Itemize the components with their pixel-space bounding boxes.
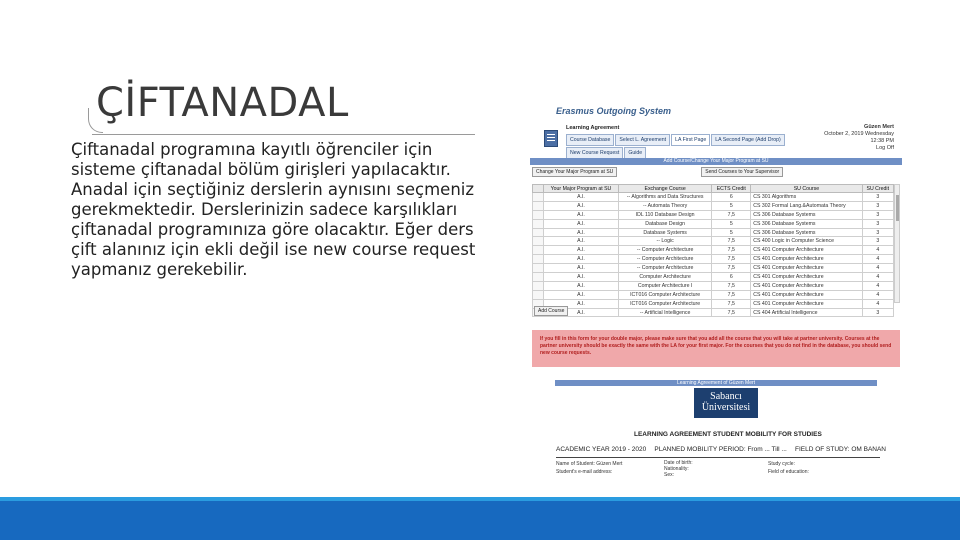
document-divider [556, 457, 880, 458]
col-su-credit: SU Credit [862, 185, 893, 193]
nav-la-first-page[interactable]: LA First Page [671, 134, 710, 146]
table-row[interactable] [533, 193, 894, 202]
cell-su-course: CS 401 Computer Architecture [751, 255, 862, 264]
cell-exchange-course: -- Computer Architecture [618, 264, 711, 273]
cell-exchange-course: IDL 110 Database Design [618, 210, 711, 219]
field-student-name: Name of Student: Güzen Mert [556, 461, 623, 467]
cell-su-credit: 4 [862, 290, 893, 299]
cell-su-course: CS 401 Computer Architecture [751, 273, 862, 282]
course-table [532, 184, 894, 317]
cell-major-program: A.I. [544, 201, 619, 210]
table-row[interactable] [533, 255, 894, 264]
cell-su-course: CS 306 Database Systems [751, 228, 862, 237]
table-row[interactable] [533, 264, 894, 273]
cell-su-credit: 3 [862, 193, 893, 202]
cell-major-program: A.I. [544, 237, 619, 246]
slide-body-text: Çiftanadal programına kayıtlı öğrenciler için sisteme çiftanadal bölüm girişleri yapılacaktır. Anadal için seçtiğiniz derslerin aynısını seçmeniz gerekmektedir. Derslerinizin sadece karşılıkları çiftanadal programınıza göre olacaktır. Eğer ders çift alanınız için ekli değil ise new course request yapmanız gerekebilir. [71, 140, 476, 279]
add-course-header-bar: Add Course/Change Your Major Program at SU [530, 158, 902, 165]
field-nationality: Nationality: [664, 466, 689, 472]
cell-ects-credit: 7,5 [712, 246, 751, 255]
nav-la-second-page[interactable]: LA Second Page (Add Drop) [711, 134, 784, 146]
field-date-of-birth: Date of birth: [664, 460, 693, 466]
cell-ects-credit: 5 [712, 219, 751, 228]
logo-line-1: Sabancı [710, 391, 742, 402]
cell-major-program: A.I. [544, 219, 619, 228]
table-row[interactable] [533, 228, 894, 237]
table-row[interactable] [533, 210, 894, 219]
cell-ects-credit: 7,5 [712, 210, 751, 219]
cell-exchange-course: -- Computer Architecture [618, 246, 711, 255]
cell-su-credit: 4 [862, 255, 893, 264]
cell-major-program: A.I. [544, 210, 619, 219]
cell-exchange-course: -- Logic [618, 237, 711, 246]
cell-su-course: CS 306 Database Systems [751, 219, 862, 228]
cell-major-program: A.I. [544, 273, 619, 282]
title-rule [92, 134, 475, 135]
cell-su-course: CS 401 Computer Architecture [751, 290, 862, 299]
row-select-checkbox[interactable] [533, 290, 544, 299]
field-of-study: FIELD OF STUDY: OM BANAN [794, 446, 886, 453]
cell-su-course: CS 301 Algorithms [751, 193, 862, 202]
table-row[interactable] [533, 246, 894, 255]
system-title: Erasmus Outgoing System [556, 106, 672, 116]
change-major-button[interactable]: Change Your Major Program at SU [532, 167, 617, 177]
col-exchange-course: Exchange Course [618, 185, 711, 193]
cell-major-program: A.I. [544, 255, 619, 264]
logoff-link[interactable]: Log Off [876, 145, 894, 151]
learning-agreement-bar: Learning Agreement of Güzen Mert [555, 380, 877, 386]
cell-su-credit: 3 [862, 308, 893, 317]
field-education: Field of education: [768, 469, 809, 475]
double-major-warning: If you fill in this form for your double major, please make sure that you add all the course that you will take at partner university. Courses at the partner university should be exactly the same with the LA for your first major. For the courses that you do not find in the database, you should send new course requests. [532, 330, 900, 367]
cell-ects-credit: 7,5 [712, 290, 751, 299]
logo-line-2: Üniversitesi [701, 402, 751, 413]
table-tabs [532, 167, 783, 177]
user-info [824, 124, 894, 152]
cell-exchange-course: -- Computer Architecture [618, 255, 711, 264]
academic-year-line [556, 446, 886, 453]
cell-major-program: A.I. [544, 246, 619, 255]
field-student-email: Student's e-mail address: [556, 469, 613, 475]
table-row[interactable] [533, 273, 894, 282]
document-icon [544, 130, 558, 147]
course-table-body [533, 193, 894, 317]
cell-su-course: CS 400 Logic in Computer Science [751, 237, 862, 246]
cell-su-credit: 4 [862, 246, 893, 255]
cell-su-course: CS 401 Computer Architecture [751, 246, 862, 255]
cell-su-credit: 4 [862, 264, 893, 273]
slide-title: ÇİFTANADAL [96, 80, 349, 126]
row-select-checkbox[interactable] [533, 264, 544, 273]
table-row[interactable] [533, 290, 894, 299]
footer-bar [0, 497, 960, 540]
embedded-screenshot [530, 100, 902, 485]
cell-major-program: A.I. [544, 228, 619, 237]
row-select-checkbox[interactable] [533, 201, 544, 210]
la-document-heading: LEARNING AGREEMENT STUDENT MOBILITY FOR STUDIES [634, 431, 822, 438]
cell-su-credit: 3 [862, 201, 893, 210]
table-row[interactable] [533, 308, 894, 317]
cell-major-program: A.I. [544, 281, 619, 290]
cell-su-course: CS 306 Database Systems [751, 210, 862, 219]
user-name: Güzen Mert [864, 124, 894, 130]
cell-major-program: A.I. [544, 193, 619, 202]
cell-major-program: A.I. [544, 299, 619, 308]
nav-select-agreement[interactable]: Select L. Agreement [615, 134, 670, 146]
table-header-row [533, 185, 894, 193]
cell-exchange-course: ICT016 Computer Architecture [618, 299, 711, 308]
cell-su-course: CS 404 Artificial Intelligence [751, 308, 862, 317]
row-select-checkbox[interactable] [533, 219, 544, 228]
row-select-checkbox[interactable] [533, 273, 544, 282]
cell-su-course: CS 401 Computer Architecture [751, 264, 862, 273]
cell-su-credit: 3 [862, 237, 893, 246]
cell-ects-credit: 7,5 [712, 299, 751, 308]
table-row[interactable] [533, 237, 894, 246]
cell-ects-credit: 7,5 [712, 255, 751, 264]
title-curve [88, 108, 103, 133]
col-select [533, 185, 544, 193]
row-select-checkbox[interactable] [533, 255, 544, 264]
scrollbar-thumb[interactable] [896, 195, 899, 221]
cell-ects-credit: 7,5 [712, 308, 751, 317]
row-select-checkbox[interactable] [533, 228, 544, 237]
nav-guide[interactable]: Guide [624, 147, 646, 159]
col-major-program: Your Major Program at SU [544, 185, 619, 193]
cell-su-credit: 4 [862, 273, 893, 282]
cell-su-course: CS 401 Computer Architecture [751, 299, 862, 308]
row-select-checkbox[interactable] [533, 246, 544, 255]
cell-major-program: A.I. [544, 308, 619, 317]
cell-exchange-course: Computer Architecture [618, 273, 711, 282]
nav-course-database[interactable]: Course Database [566, 134, 614, 146]
sabanci-logo [694, 388, 758, 418]
learning-agreement-label: Learning Agreement [566, 125, 620, 131]
table-scrollbar[interactable] [894, 184, 900, 303]
row-select-checkbox[interactable] [533, 237, 544, 246]
cell-exchange-course: ICT016 Computer Architecture [618, 290, 711, 299]
cell-ects-credit: 5 [712, 201, 751, 210]
footer-accent-line [0, 497, 960, 501]
cell-exchange-course: -- Algorithms and Data Structures [618, 193, 711, 202]
nav-menu [566, 134, 816, 159]
cell-ects-credit: 5 [712, 228, 751, 237]
col-ects-credit: ECTS Credit [712, 185, 751, 193]
add-course-button[interactable]: Add Course [534, 306, 568, 316]
cell-ects-credit: 7,5 [712, 264, 751, 273]
cell-major-program: A.I. [544, 290, 619, 299]
cell-su-course: CS 401 Computer Architecture [751, 281, 862, 290]
nav-new-course-request[interactable]: New Course Request [566, 147, 623, 159]
cell-su-credit: 4 [862, 281, 893, 290]
cell-su-credit: 4 [862, 299, 893, 308]
field-study-cycle: Study cycle: [768, 461, 795, 467]
table-row[interactable] [533, 281, 894, 290]
field-sex: Sex: [664, 472, 675, 478]
table-row[interactable] [533, 219, 894, 228]
table-row[interactable] [533, 201, 894, 210]
cell-su-credit: 3 [862, 210, 893, 219]
cell-ects-credit: 6 [712, 193, 751, 202]
current-date: October 2, 2019 Wednesday [824, 131, 894, 137]
cell-su-credit: 3 [862, 219, 893, 228]
cell-major-program: A.I. [544, 264, 619, 273]
cell-ects-credit: 6 [712, 273, 751, 282]
row-select-checkbox[interactable] [533, 210, 544, 219]
mobility-period: PLANNED MOBILITY PERIOD: From ... Till ... [654, 446, 787, 453]
cell-ects-credit: 7,5 [712, 281, 751, 290]
academic-year: ACADEMIC YEAR 2019 - 2020 [556, 446, 647, 453]
cell-exchange-course: Database Systems [618, 228, 711, 237]
cell-su-course: CS 302 Formal Lang.&Automata Theory [751, 201, 862, 210]
send-to-supervisor-button[interactable]: Send Courses to Your Supervisor [701, 167, 783, 177]
col-su-course: SU Course [751, 185, 862, 193]
cell-exchange-course: Computer Architecture I [618, 281, 711, 290]
cell-exchange-course: Database Design [618, 219, 711, 228]
row-select-checkbox[interactable] [533, 281, 544, 290]
row-select-checkbox[interactable] [533, 193, 544, 202]
cell-exchange-course: -- Automata Theory [618, 201, 711, 210]
cell-su-credit: 3 [862, 228, 893, 237]
cell-exchange-course: -- Artificial Intelligence [618, 308, 711, 317]
table-row[interactable] [533, 299, 894, 308]
current-time: 12:38 PM [870, 138, 894, 144]
cell-ects-credit: 7,5 [712, 237, 751, 246]
